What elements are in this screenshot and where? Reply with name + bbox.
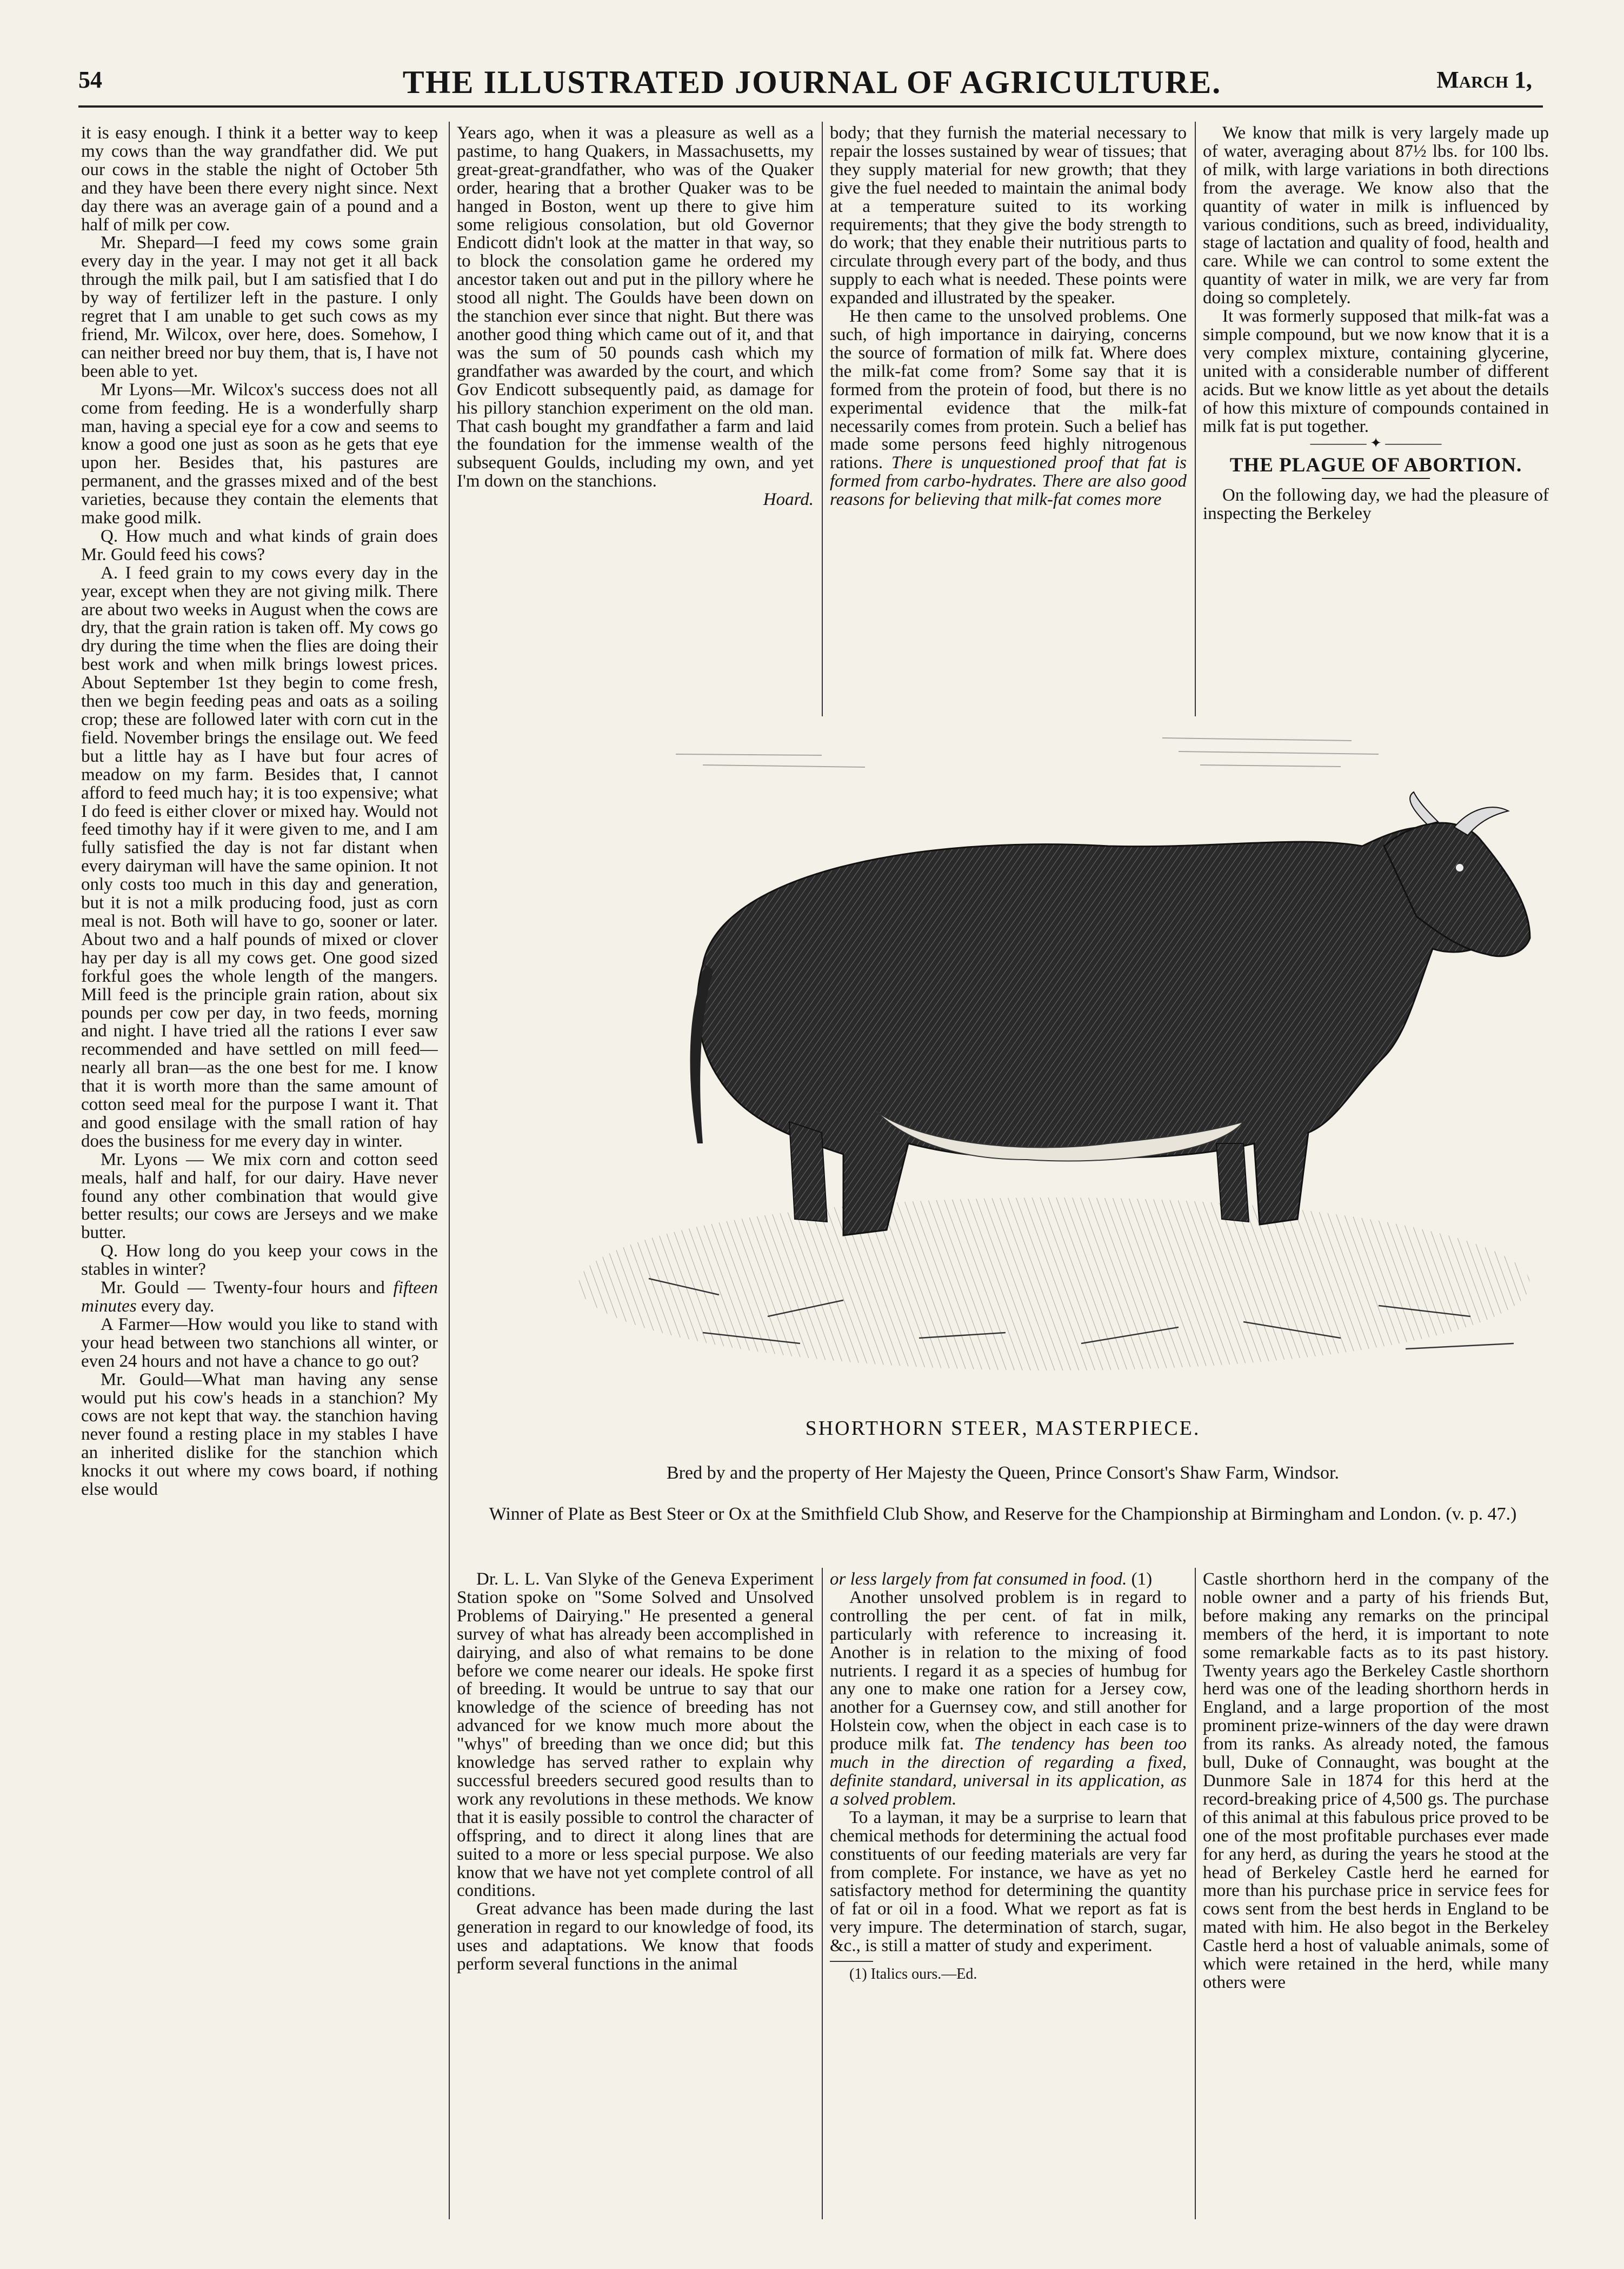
column-1: [81, 124, 438, 2217]
paragraph: [830, 1571, 1187, 1589]
paragraph: it is easy enough. I think it a better way to keep my cows than the way grandfather did. We put our cows in the stable the night of October 5th and they have been there every night since. Next day there was an average gain of a pound and a half of milk per cow.: [81, 124, 438, 235]
paragraph: Mr. Lyons — We mix corn and cotton seed meals, half and half, for our dairy. Have never found any other combination that would give better results; our cows are Jerseys and we make butter.: [81, 1149, 438, 1243]
column-4-bottom: [1203, 1571, 1549, 2219]
paragraph: Mr. Gould—What man having any sense would put his cow's heads in a stanchion? My cows are not kept that way. the stanchion having never found a resting place in my stables I have an inherited dislike for the stanchion which knocks it out where my cows board, if nothing else would: [81, 1369, 438, 1500]
paragraph: Mr Lyons—Mr. Wilcox's success does not all come from feeding. He is a wonderfully sharp man, having a special eye for a cow and seems to know a good one just as soon as he gets that eye upon her. Besides that, his pastures are permanent, and the grasses mixed and of the best varieties, because they contain the elements that make good milk.: [81, 380, 438, 528]
column-divider: [1195, 122, 1196, 716]
italic-text: There is unquestioned proof that fat is formed from carbo-hydrates. There are also good reasons for believing that milk-fat comes more: [830, 453, 1187, 510]
paragraph: [830, 1589, 1187, 1809]
paragraph: We know that milk is very largely made up of water, averaging about 87½ lbs. for 100 lbs. of milk, with large variations in both directions from the average. We know also that the quantity of water in milk is influenced by various conditions, such as breed, individuality, stage of lactation and quality of food, health and care. While we can control to some extent the quantity of water in milk, we are very far from doing so completely.: [1203, 124, 1549, 308]
footnote: (1) Italics ours.—Ed.: [849, 1966, 977, 1983]
footnote-ref: (1): [1127, 1571, 1153, 1589]
journal-title: THE ILLUSTRATED JOURNAL OF AGRICULTURE.: [402, 64, 1222, 100]
paragraph: body; that they furnish the material necessary to repair the losses sustained by wear of tissues; that they supply material for new growth; that they give the fuel needed to maintain the animal body at a temperature suited to its working requirements; that they give the body strength to do work; that they enable their nutritious parts to circulate through every part of the body, and thus supply to each what is needed. These points were expanded and illustrated by the speaker.: [830, 124, 1187, 308]
paragraph: Mr. Shepard—I feed my cows some grain every day in the year. I may not get it all back through the milk pail, but I am satisfied that I do by way of fertilizer left in the pasture. I only regret that I am unable to get such cows as my friend, Mr. Wilcox, over here, does. Somehow, I can neither breed nor buy them, that is, I have not been able to yet.: [81, 233, 438, 381]
column-2-bottom: [457, 1571, 814, 2219]
column-2-top: [457, 124, 814, 719]
paragraph: Years ago, when it was a pleasure as well as a pastime, to hang Quakers, in Massachusetts, my great-great-grandfather, who was of the Quaker order, hearing that a brother Quaker was to be hanged in Boston, went up there to give him some religious consolation, but old Governor Endicott didn't look at the matter in that way, so to block the consolation game he ordered my ancestor taken out and put in the pillory where he stood all night. The Goulds have been down on the stanchion ever since that night. But there was another good thing which came out of it, and that was the sum of 50 pounds cash which my grandfather was awarded by the court, and which Gov Endicott subsequently paid, as damage for his pillory stanchion experiment on the old man. That cash bought my grandfather a farm and laid the foundation for the immense wealth of the subsequent Goulds, including my own, and yet I'm down on the stanchions.: [457, 124, 814, 491]
text: Mr. Gould — Twenty-four hours and: [101, 1278, 394, 1298]
column-divider: [449, 122, 450, 2219]
paragraph: [830, 308, 1187, 509]
page-number: 54: [78, 66, 102, 93]
text: He then came to the unsolved problems. One such, of high importance in dairying, concerns the source of formation of milk fat. Where does the milk-fat come from? Some say that it is formed from the protein of food, but there is no experimental evidence that the milk-fat necessarily comes from protein. Such a belief has made some persons feed highly nitrogenous rations.: [830, 307, 1187, 473]
paragraph: Dr. L. L. Van Slyke of the Geneva Experiment Station spoke on "Some Solved and Unsolved Problems of Dairying." He presented a general survey of what has already been accomplished in dairying, and also of what remains to be done before we come nearer our ideals. He spoke first of breeding. It would be untrue to say that our knowledge of the science of breeding has not advanced for we know much more about the "whys" of breeding than we once did; but this knowledge has served rather to explain why successful breeders secured good results than to work any revolutions in these methods. We know that it is easily possible to control the character of offspring, and to direct it along lines that are suited to a more or less special purpose. We also know that we have not yet complete control of all conditions.: [457, 1571, 814, 1901]
paragraph: [81, 1279, 438, 1316]
figure-caption-breeder: Bred by and the property of Her Majesty the Queen, Prince Consort's Shaw Farm, Windsor.: [667, 1463, 1339, 1483]
steer-engraving: [541, 711, 1568, 1408]
column-3-top: [830, 124, 1187, 719]
figure-caption-award: Winner of Plate as Best Steer or Ox at the Smithfield Club Show, and Reserve for the Championship at Birmingham and London. (v. p. 47.): [489, 1504, 1517, 1524]
answer: A. I feed grain to my cows every day in the year, except when they are not giving milk. There are about two weeks in August when the cows are dry, that the grain ration is taken off. My cows go dry during the time when the flies are doing their best work and when milk brings lowest prices. About September 1st they begin to come fresh, then we begin feeding peas and oats as a soiling crop; these are followed later with corn cut in the field. November brings the ensilage out. We feed but a little hay as I have but four acres of meadow on my farm. Besides that, I cannot afford to feed much hay; it is too expensive; what I do feed is either clover or mixed hay. Would not feed timothy hay if it were given to me, and I am fully satisfied the day is not far distant when every dairyman will have the same opinion. It not only costs too much in this day and generation, but it is not a milk producing food, just as corn meal is not. Both will have to go, sooner or later. About two and a half pounds of mixed or clover hay per day is all my cows get. One good sized forkful goes the whole length of the mangers. Mill feed is the principle grain ration, about six pounds per cow per day, in two feeds, morning and night. I have tried all the rations I ever saw recommended and have settled on mill feed—nearly all bran—as the one best for me. I know that it is worth more than the same amount of cotton seed meal for the purpose I want it. That and good ensilage with the small ration of hay does the business for me every day in winter.: [81, 563, 438, 1151]
italic-text: fifteen minutes: [81, 1278, 438, 1316]
footnote-rule: [830, 1961, 873, 1962]
section-separator: ———— ✦ ————: [1310, 435, 1442, 451]
column-divider: [1195, 1568, 1196, 2219]
paragraph: To a layman, it may be a surprise to learn that chemical methods for determining the actual food constituents of our feeding materials are very far from complete. For instance, we have as yet no satisfactory method for determining the quantity of fat or oil in a food. What we report as fat is very impure. The determination of starch, sugar, &c., is still a matter of study and experiment.: [830, 1807, 1187, 1956]
signature: Hoard.: [763, 490, 814, 510]
paragraph: Castle shorthorn herd in the company of the noble owner and a party of his friends But, before making any remarks on the principal members of the herd, it is important to note some remarkable facts as to its past history. Twenty years ago the Berkeley Castle shorthorn herd was one of the leading shorthorn herds in England, and a large proportion of the most prominent prize-winners of the day were drawn from its ranks. As already noted, the famous bull, Duke of Connaught, was bought at the Dunmore Sale in 1874 for this herd at the record-breaking price of 4,500 gs. The purchase of this animal at this fabulous price proved to be one of the most profitable purchases ever made for any herd, as during the years he stood at the head of Berkeley Castle herd he earned for more than his purchase price in service fees for cows sent from the best herds in England to be mated with him. He also begot in the Berkeley Castle herd a host of valuable animals, some of which were retained in the herd, while many others were: [1203, 1571, 1549, 1992]
question: Q. How much and what kinds of grain does Mr. Gould feed his cows?: [81, 526, 438, 564]
column-3-bottom: [830, 1571, 1187, 2219]
shorthorn-steer-illustration: [541, 711, 1568, 1408]
figure-title: SHORTHORN STEER, MASTERPIECE.: [805, 1417, 1201, 1440]
text: every day.: [136, 1296, 215, 1316]
paragraph: On the following day, we had the pleasure of inspecting the Berkeley: [1203, 485, 1549, 524]
paragraph: A Farmer—How would you like to stand with your head between two stanchions all winter, or even 24 hours and not have a chance to go out?: [81, 1314, 438, 1371]
section-heading: THE PLAGUE OF ABORTION.: [1229, 454, 1522, 477]
heading-rule: [1322, 478, 1430, 479]
paragraph: Great advance has been made during the last generation in regard to our knowledge of food, its uses and adaptations. We know that foods perform several functions in the animal: [457, 1899, 814, 1974]
question: Q. How long do you keep your cows in the stables in winter?: [81, 1241, 438, 1280]
column-divider: [822, 1568, 823, 2219]
column-divider: [822, 122, 823, 716]
issue-date: March 1,: [1436, 66, 1532, 93]
italic-text: or less largely from fat consumed in food.: [830, 1571, 1127, 1589]
paragraph: It was formerly supposed that milk-fat was a simple compound, but we now know that it is a very complex mixture, containing glycerine, united with a considerable number of different acids. But we know little as yet about the details of how this mixture of compounds contained in milk fat is put together.: [1203, 307, 1549, 436]
header-rule: [78, 105, 1543, 108]
text: Another unsolved problem is in regard to controlling the per cent. of fat in milk, particularly with reference to increasing it. Another is in relation to the mixing of food nutrients. I regard it as a species of humbug for any one to make one ration for a Jersey cow, another for a Guernsey cow, and still another for Holstein cow, when the object in each case is to produce milk fat.: [830, 1587, 1187, 1754]
italic-text: The tendency has been too much in the direction of regarding a fixed, definite standard, universal in its application, as a solved problem.: [830, 1734, 1187, 1809]
column-4-top: [1203, 124, 1549, 719]
